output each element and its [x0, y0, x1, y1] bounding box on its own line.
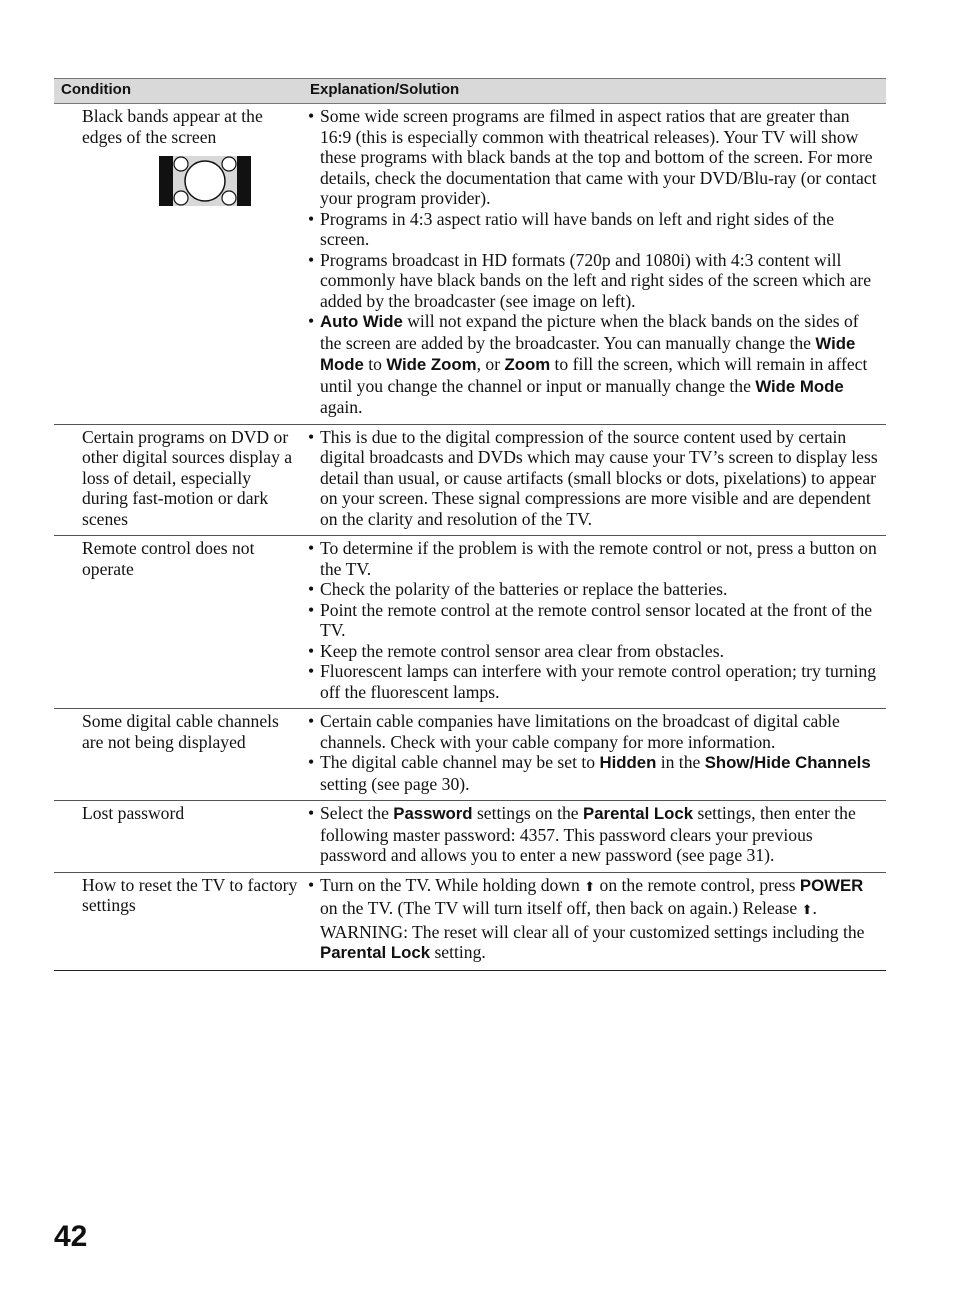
condition-text: Remote control does not operate [82, 538, 255, 579]
list-item: • Keep the remote control sensor area clear from obstacles. [308, 640, 724, 661]
explanation-cell [308, 425, 886, 536]
ui-term-parental-lock: Parental Lock [320, 943, 431, 962]
explanation-cell [308, 536, 886, 708]
jump-up-arrow-icon: ⬆ [584, 879, 596, 895]
list-item: • Point the remote control at the remote control sensor located at the front of the TV. [308, 599, 873, 640]
ui-term-auto-wide: Auto Wide [320, 312, 403, 331]
list-item: • Some wide screen programs are filmed in aspect ratios that are greater than 16:9 (this is especially common with theatrical releases). Your TV will show these programs with black bands at the top and bottom of the screen. For more details, check the documentation that came with your DVD/Blu-ray (or contact your program provider). [308, 106, 877, 208]
list-item: • Fluorescent lamps can interfere with your remote control operation; try turning off the fluorescent lamps. [308, 661, 876, 702]
list-item: • Programs in 4:3 aspect ratio will have bands on left and right sides of the screen. [308, 208, 835, 249]
condition-cell [54, 709, 308, 800]
condition-text: Black bands appear at the edges of the screen [82, 106, 263, 147]
list-item: • Check the polarity of the batteries or replace the batteries. [308, 579, 728, 599]
explanation-cell [308, 104, 886, 424]
condition-cell [54, 104, 308, 424]
list-item: • Auto Wide will not expand the picture when the black bands on the sides of the screen are added by the broadcaster. You can manually change the Wide Mode to Wide Zoom, or Zoom to fill the screen, which will remain in affect until you change the channel or input or manually change the Wide Mode again. [308, 311, 868, 417]
warning-text: WARNING: The reset will clear all of your customized settings including the Parental Lock setting. [320, 921, 865, 962]
troubleshooting-table [54, 78, 886, 971]
ui-term-wide-mode: Wide Mode [755, 376, 844, 396]
table-row [54, 709, 886, 801]
black-bands-icon [159, 156, 251, 206]
jump-up-arrow-icon: ⬆ [801, 903, 813, 918]
table-header [54, 78, 886, 104]
explanation-cell [308, 709, 886, 800]
header-condition: Condition [61, 81, 131, 98]
ui-term-parental-lock: Parental Lock [583, 804, 694, 823]
condition-cell [54, 873, 308, 970]
condition-cell [54, 536, 308, 708]
ui-term-zoom: Zoom [504, 355, 551, 374]
table-row [54, 873, 886, 971]
table-row [54, 536, 886, 709]
ui-term-show-hide-channels: Show/Hide Channels [704, 753, 871, 772]
condition-text: How to reset the TV to factory settings [82, 874, 298, 915]
list-item: • Select the Password settings on the Parental Lock settings, then enter the following master password: 4357. This password clears your previous password and allows you to enter a new password (see page 31). [308, 803, 856, 865]
table-row [54, 425, 886, 537]
list-item: • Turn on the TV. While holding down ⬆ on the remote control, press POWER on the TV. (The TV will turn itself off, then back on again.) Release ⬆. [308, 875, 880, 922]
condition-cell [54, 801, 308, 872]
condition-text: Some digital cable channels are not being displayed [82, 711, 279, 752]
ui-term-hidden: Hidden [599, 753, 657, 772]
list-item: • Certain cable companies have limitations on the broadcast of digital cable channels. Check with your cable company for more information. [308, 711, 840, 752]
ui-term-power: POWER [799, 875, 864, 895]
explanation-cell [308, 801, 886, 872]
page-number: 42 [54, 1220, 88, 1253]
list-item: • The digital cable channel may be set to Hidden in the Show/Hide Channels setting (see page 30). [308, 752, 871, 794]
condition-text: Lost password [82, 803, 185, 823]
table-row [54, 104, 886, 425]
ui-term-wide-zoom: Wide Zoom [386, 355, 477, 374]
list-item: • To determine if the problem is with the remote control or not, press a button on the TV. [308, 538, 877, 579]
list-item: • Programs broadcast in HD formats (720p and 1080i) with 4:3 content will commonly have black bands on the left and right sides of the screen which are added by the broadcaster (see image on left). [308, 249, 872, 311]
condition-cell [54, 425, 308, 536]
header-explanation: Explanation/Solution [310, 81, 460, 98]
table-row [54, 801, 886, 873]
ui-term-wide-mode: Wide Mode [320, 333, 856, 374]
condition-text: Certain programs on DVD or other digital sources display a loss of detail, especially during fast-motion or dark scenes [82, 426, 293, 529]
explanation-cell [308, 873, 886, 970]
ui-term-password: Password [393, 804, 473, 823]
list-item: • This is due to the digital compression of the source content used by certain digital broadcasts and DVDs which may cause your TV’s screen to display less detail than usual, or cause artifacts (small blocks or dots, pixelations) to appear on your screen. These signal compressions are more visible and are dependent on the clarity and resolution of the TV. [308, 426, 878, 529]
